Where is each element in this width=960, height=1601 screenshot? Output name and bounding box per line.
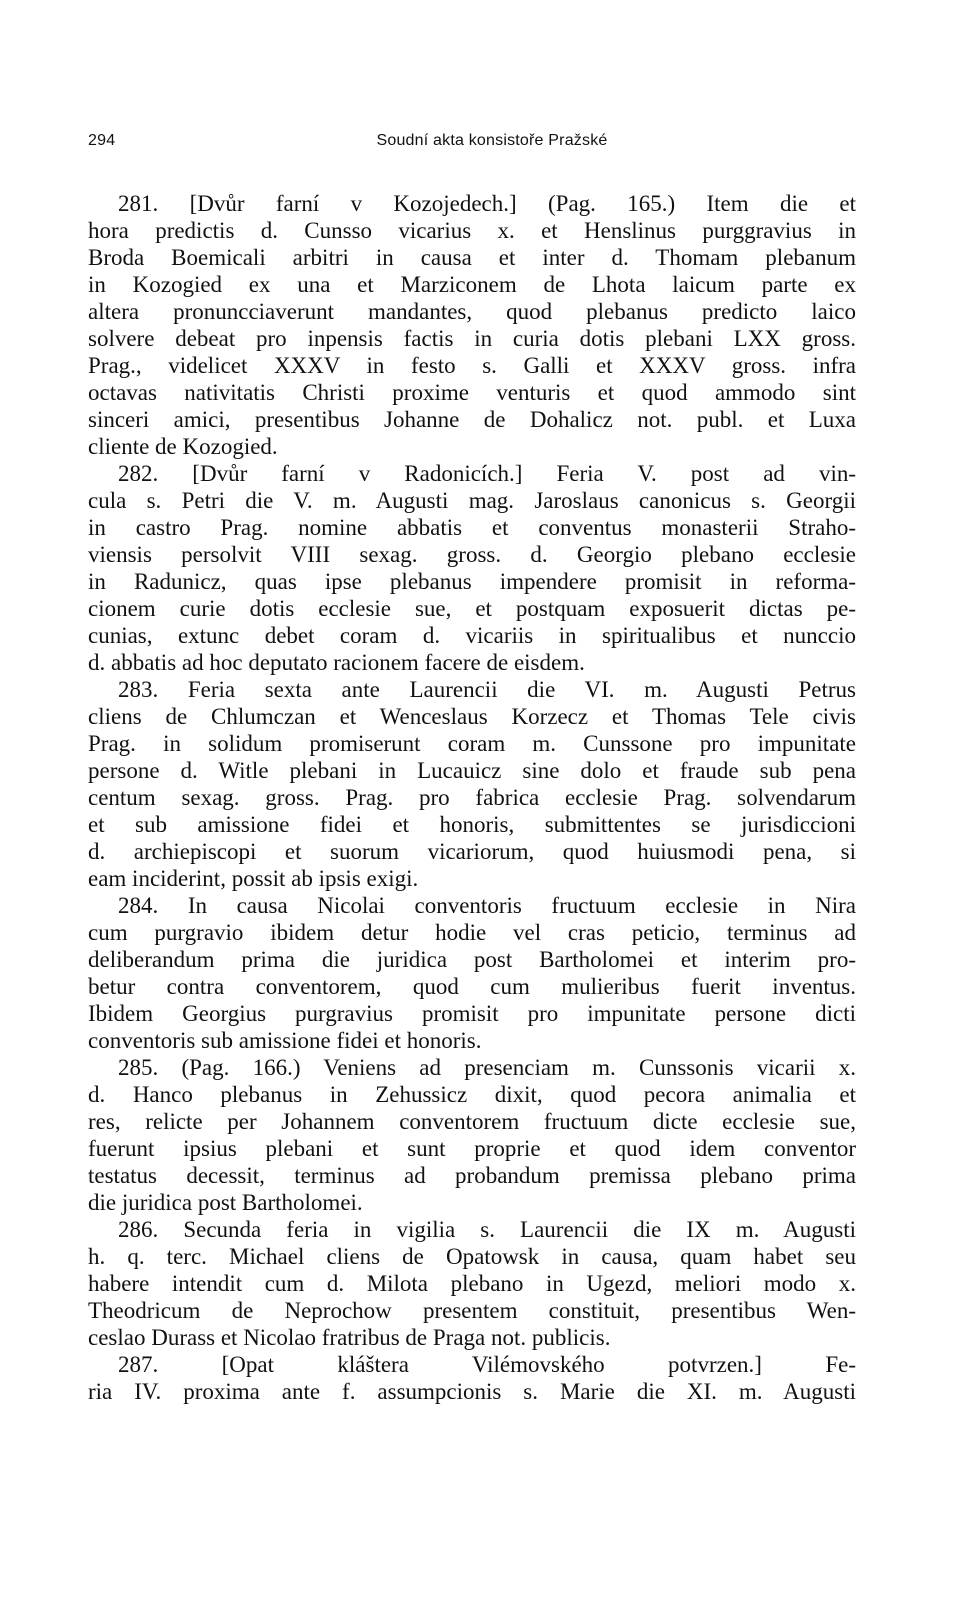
text-line: ceslao Durass et Nicolao fratribus de Praga not. publicis. xyxy=(88,1325,611,1350)
text-line: Prag. in solidum promiserunt coram m. Cunssone pro impunitate xyxy=(88,731,856,756)
text-line: cliente de Kozogied. xyxy=(88,434,278,459)
text-line: in castro Prag. nomine abbatis et conventus monasterii Straho- xyxy=(88,515,856,540)
text-line: persone d. Witle plebani in Lucauicz sine dolo et fraude sub pena xyxy=(88,758,856,783)
text-line: 283. Feria sexta ante Laurencii die VI. m. Augusti Petrus xyxy=(118,677,856,702)
text-line: eam inciderint, possit ab ipsis exigi. xyxy=(88,866,419,891)
text-line: et sub amissione fidei et honoris, submittentes se jurisdiccioni xyxy=(88,812,856,837)
text-line: cionem curie dotis ecclesie sue, et postquam exposuerit dictas pe- xyxy=(88,596,856,621)
text-line: deliberandum prima die juridica post Bartholomei et interim pro- xyxy=(88,947,856,972)
text-line: octavas nativitatis Christi proxime venturis et quod ammodo sint xyxy=(88,380,856,405)
text-line: betur contra conventorem, quod cum mulieribus fuerit inventus. xyxy=(88,974,856,999)
text-line: cula s. Petri die V. m. Augusti mag. Jaroslaus canonicus s. Georgii xyxy=(88,488,856,513)
text-line: 287. [Opat kláštera Vilémovského potvrzen.] Fe- xyxy=(118,1352,856,1377)
text-line: 284. In causa Nicolai conventoris fructuum ecclesie in Nira xyxy=(118,893,856,918)
text-line: Prag., videlicet XXXV in festo s. Galli et XXXV gross. infra xyxy=(88,353,856,378)
text-line: h. q. terc. Michael cliens de Opatowsk in causa, quam habet seu xyxy=(88,1244,856,1269)
text-line: 282. [Dvůr farní v Radonicích.] Feria V. post ad vin- xyxy=(118,461,856,486)
text-line: d. archiepiscopi et suorum vicariorum, quod huiusmodi pena, si xyxy=(88,839,856,864)
page-header xyxy=(88,132,856,156)
text-line: res, relicte per Johannem conventorem fructuum dicte ecclesie sue, xyxy=(88,1109,856,1134)
text-line: centum sexag. gross. Prag. pro fabrica ecclesie Prag. solvendarum xyxy=(88,785,856,810)
text-line: Broda Boemicali arbitri in causa et inter d. Thomam plebanum xyxy=(88,245,856,270)
text-line: altera pronuncciaverunt mandantes, quod plebanus predicto laico xyxy=(88,299,856,324)
text-line: in Radunicz, quas ipse plebanus impendere promisit in reforma- xyxy=(88,569,856,594)
body-text xyxy=(88,190,856,1405)
running-title: Soudní akta konsistoře Pražské xyxy=(376,132,608,149)
text-line: cunias, extunc debet coram d. vicariis in spiritualibus et nunccio xyxy=(88,623,856,648)
text-line: d. Hanco plebanus in Zehussicz dixit, quod pecora animalia et xyxy=(88,1082,856,1107)
text-line: habere intendit cum d. Milota plebano in Ugezd, meliori modo x. xyxy=(88,1271,856,1296)
text-line: die juridica post Bartholomei. xyxy=(88,1190,363,1215)
text-line: viensis persolvit VIII sexag. gross. d. Georgio plebano ecclesie xyxy=(88,542,856,567)
text-line: cliens de Chlumczan et Wenceslaus Korzecz et Thomas Tele civis xyxy=(88,704,856,729)
text-line: cum purgravio ibidem detur hodie vel cras peticio, terminus ad xyxy=(88,920,856,945)
text-line: fuerunt ipsius plebani et sunt proprie et quod idem conventor xyxy=(88,1136,856,1161)
text-line: 286. Secunda feria in vigilia s. Laurencii die IX m. Augusti xyxy=(118,1217,856,1242)
text-line: conventoris sub amissione fidei et honoris. xyxy=(88,1028,482,1053)
page-number: 294 xyxy=(88,132,116,149)
text-line: Theodricum de Neprochow presentem constituit, presentibus Wen- xyxy=(88,1298,856,1323)
text-line: solvere debeat pro inpensis factis in curia dotis plebani LXX gross. xyxy=(88,326,856,351)
text-line: 285. (Pag. 166.) Veniens ad presenciam m. Cunssonis vicarii x. xyxy=(118,1055,856,1080)
text-line: d. abbatis ad hoc deputato racionem facere de eisdem. xyxy=(88,650,585,675)
text-line: Ibidem Georgius purgravius promisit pro impunitate persone dicti xyxy=(88,1001,856,1026)
text-line: sinceri amici, presentibus Johanne de Dohalicz not. publ. et Luxa xyxy=(88,407,856,432)
text-line: 281. [Dvůr farní v Kozojedech.] (Pag. 165.) Item die et xyxy=(118,191,856,216)
text-line: hora predictis d. Cunsso vicarius x. et Henslinus purggravius in xyxy=(88,218,856,243)
text-line: ria IV. proxima ante f. assumpcionis s. Marie die XI. m. Augusti xyxy=(88,1379,856,1404)
text-line: testatus decessit, terminus ad probandum premissa plebano prima xyxy=(88,1163,856,1188)
text-line: in Kozogied ex una et Marziconem de Lhota laicum parte ex xyxy=(88,272,856,297)
